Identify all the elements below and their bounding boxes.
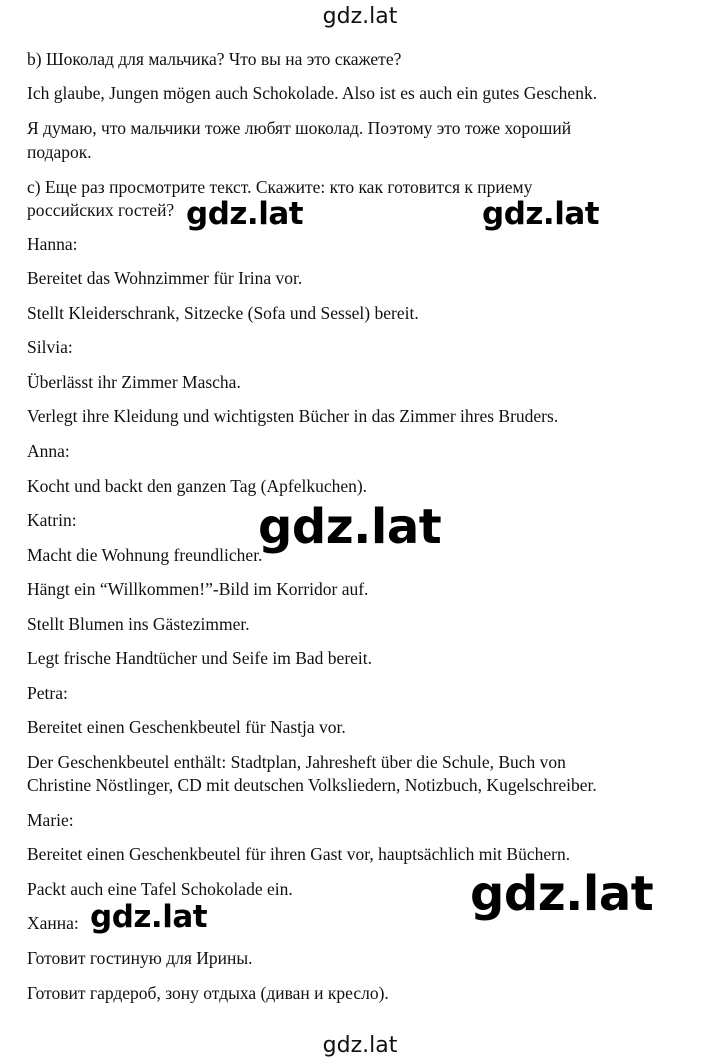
text-line: Marie: xyxy=(27,810,74,830)
watermark-header: gdz.lat xyxy=(322,4,398,29)
text-line: b) Шоколад для мальчика? Что вы на это скажете? xyxy=(27,49,402,69)
text-line: Silvia: xyxy=(27,337,73,357)
text-line: Legt frische Handtücher und Seife im Bad bereit. xyxy=(27,648,373,668)
text-line: c) Еще раз просмотрите текст. Скажите: кто как готовится к приему xyxy=(27,177,533,197)
text-line: Christine Nöstlinger, CD mit deutschen Volksliedern, Notizbuch, Kugelschreiber. xyxy=(27,775,597,795)
text-line: Bereitet einen Geschenkbeutel für Nastja vor. xyxy=(27,717,346,737)
watermark-overlay: gdz.lat xyxy=(186,196,304,232)
text-line: Ich glaube, Jungen mögen auch Schokolade. Also ist es auch ein gutes Geschenk. xyxy=(27,83,598,103)
text-line: Bereitet das Wohnzimmer für Irina vor. xyxy=(27,268,303,288)
text-line: Stellt Kleiderschrank, Sitzecke (Sofa und Sessel) bereit. xyxy=(27,303,419,323)
watermark-overlay: gdz.lat xyxy=(470,866,654,922)
text-line: Bereitet einen Geschenkbeutel für ihren Gast vor, hauptsächlich mit Büchern. xyxy=(27,844,571,864)
text-line: Anna: xyxy=(27,441,70,461)
text-line: Überlässt ihr Zimmer Mascha. xyxy=(27,372,241,392)
text-line: Kocht und backt den ganzen Tag (Apfelkuchen). xyxy=(27,476,368,496)
watermark-overlay: gdz.lat xyxy=(258,499,442,555)
text-line: российских гостей? xyxy=(27,200,175,220)
text-line: Готовит гардероб, зону отдыха (диван и кресло). xyxy=(27,983,389,1003)
watermark-footer: gdz.lat xyxy=(322,1033,398,1058)
text-line: Hängt ein “Willkommen!”-Bild im Korridor auf. xyxy=(27,579,369,599)
watermark-overlay: gdz.lat xyxy=(482,196,600,232)
text-line: Katrin: xyxy=(27,510,77,530)
text-line: подарок. xyxy=(27,142,92,162)
text-line: Macht die Wohnung freundlicher. xyxy=(27,545,263,565)
text-line: Ханна: xyxy=(27,913,79,933)
text-line: Готовит гостиную для Ирины. xyxy=(27,948,253,968)
text-line: Packt auch eine Tafel Schokolade ein. xyxy=(27,879,293,899)
text-line: Verlegt ihre Kleidung und wichtigsten Bücher in das Zimmer ihres Bruders. xyxy=(27,406,559,426)
text-line: Я думаю, что мальчики тоже любят шоколад. Поэтому это тоже хороший xyxy=(27,118,572,138)
text-line: Petra: xyxy=(27,683,68,703)
text-line: Hanna: xyxy=(27,234,78,254)
text-line: Der Geschenkbeutel enthält: Stadtplan, Jahresheft über die Schule, Buch von xyxy=(27,752,566,772)
text-line: Stellt Blumen ins Gästezimmer. xyxy=(27,614,250,634)
watermark-overlay: gdz.lat xyxy=(90,899,208,935)
